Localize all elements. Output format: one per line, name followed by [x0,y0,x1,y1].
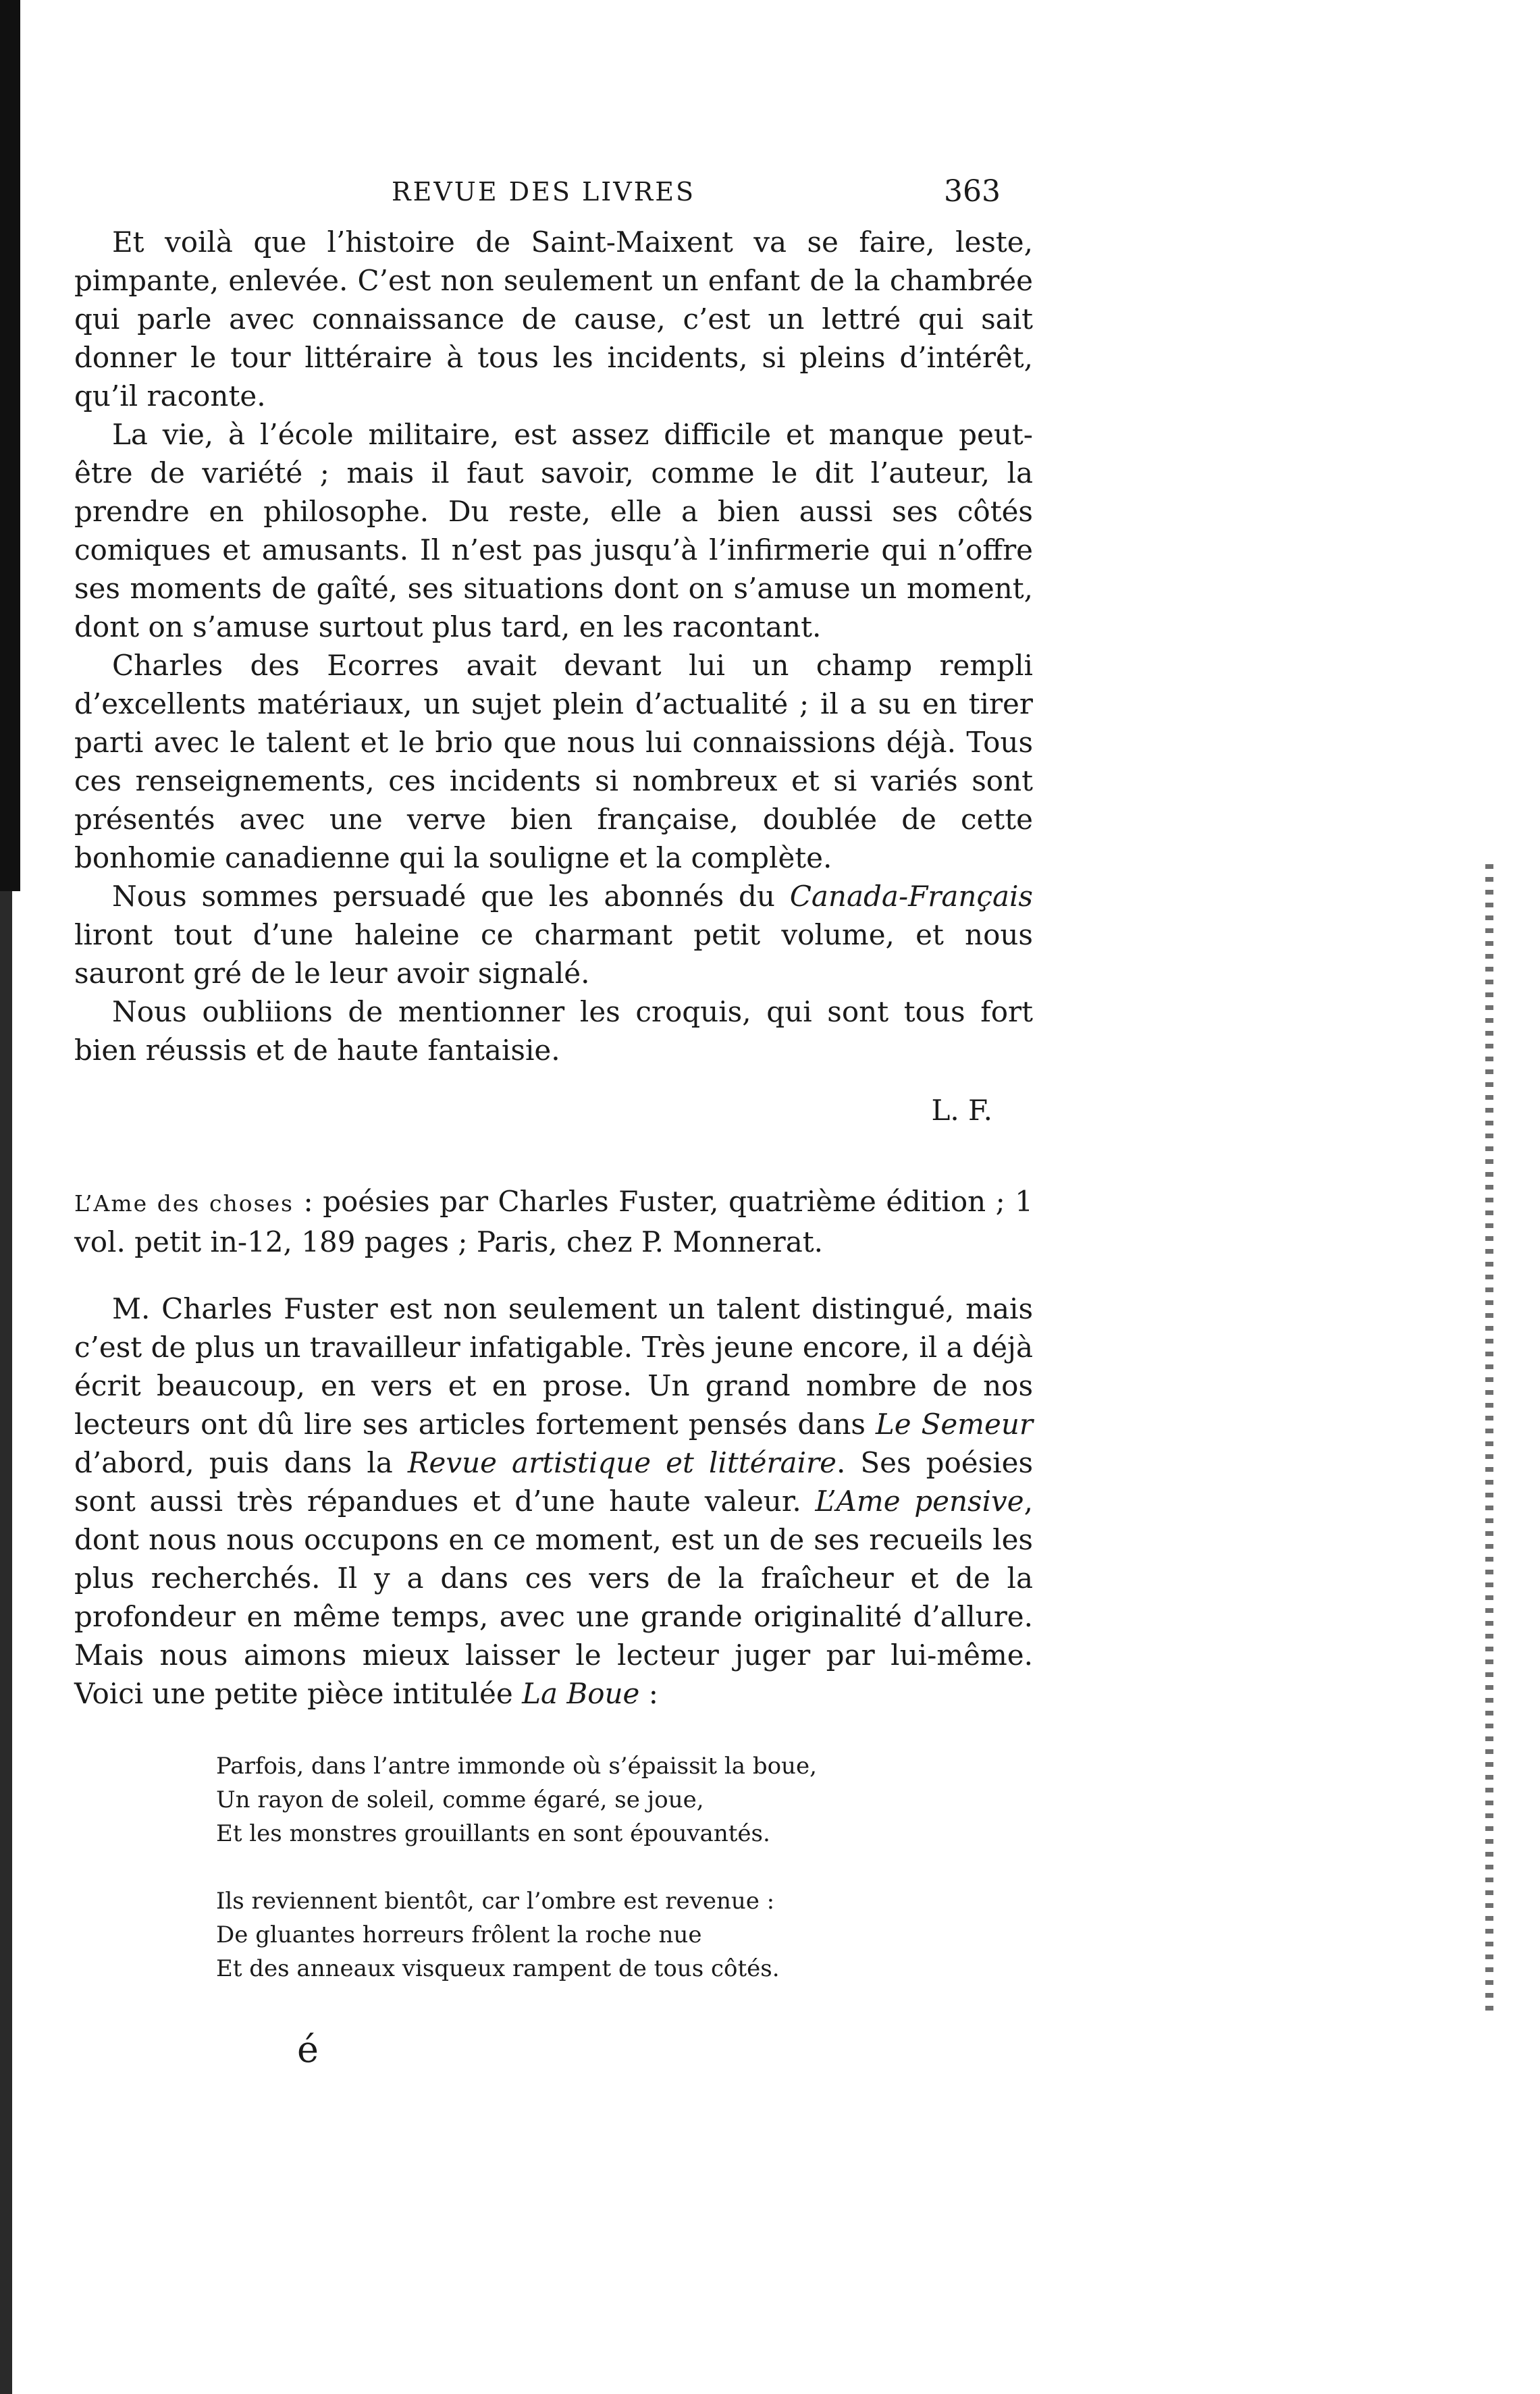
page-number: 363 [944,174,1001,209]
poem [216,1749,1033,1986]
text-column [74,223,1033,2019]
paragraph: La vie, à l’école militaire, est assez difficile et manque peut-être de variété ; mais il faut savoir, comme le dit l’auteur, la prendre en philosophe. Du reste, elle a bien aussi ses côtés comiques et amusants. Il n’est pas jusqu’à l’infirmerie qui n’offre ses moments de gaîté, ses situations dont on s’amuse un moment, dont on s’amuse surtout plus tard, en les racontant. [74,418,1033,643]
scan-edge-shadow [0,0,20,891]
stanza [216,1749,1033,1851]
book-title: L’Ame pensive [815,1485,1024,1518]
scan-edge-shadow-lower [0,891,12,2394]
text-run: , dont nous nous occupons en ce moment, est un de ses recueils les plus recherchés. Il y a dans ces vers de la fraîcheur et de la profondeur en même temps, avec une grande originalité d’allure. Mais nous aimons mieux laisser le lecteur juger par lui-même. Voici une petite pièce intitulée [74,1485,1033,1710]
running-title: REVUE DES LIVRES [392,177,696,207]
verse-line: Parfois, dans l’antre immonde où s’épaissit la boue, [216,1753,817,1780]
paragraph: Charles des Ecorres avait devant lui un champ rempli d’excellents matériaux, un sujet plein d’actualité ; il a su en tirer parti avec le talent et le brio que nous lui connaissions déjà. Tous ces renseignements, ces incidents si nombreux et si variés sont présentés avec une verve bien française, doublée de cette bonhomie canadienne qui la souligne et la complète. [74,649,1033,874]
book-title: L’Ame des choses [74,1190,294,1217]
journal-title: Canada-Français [789,880,1033,913]
journal-title: Revue artistique et littéraire [407,1446,837,1479]
signature: L. F. [931,1094,992,1127]
text-run: Nous sommes persuadé que les abonnés du [112,880,790,913]
paragraph [74,877,1033,992]
paragraph: Nous oubliions de mentionner les croquis, qui sont tous fort bien réussis et de haute fantaisie. [74,995,1033,1067]
text-run: M. Charles Fuster est non seulement un talent distingué, mais c’est de plus un travailleur infatigable. Très jeune encore, il a déjà écrit beaucoup, en vers et en prose. Un grand nombre de nos lecteurs ont dû lire ses articles fortement pensés dans [74,1292,1033,1441]
book-details: : poésies par Charles Fuster, quatrième édition ; 1 vol. petit in-12, 189 pages ; Paris, chez P. Monnerat. [74,1185,1034,1258]
journal-title: Le Semeur [875,1408,1033,1441]
verse-line: Et des anneaux visqueux rampent de tous côtés. [216,1955,780,1982]
verse-line: Et les monstres grouillants en sont épouvantés. [216,1820,770,1847]
paragraph: Et voilà que l’histoire de Saint-Maixent va se faire, leste, pimpante, enlevée. C’est non seulement un enfant de la chambrée qui parle avec connaissance de cause, c’est un lettré qui sait donner le tour littéraire à tous les incidents, si pleins d’intérêt, qu’il raconte. [74,225,1033,413]
review-heading [74,1182,1033,1261]
scan-edge-noise [1485,864,1493,2012]
text-run: . Ses poésies sont aussi très répandues et d’une haute valeur. [74,1446,1033,1518]
review-paragraph [74,1289,1033,1713]
stanza [216,1884,1033,1986]
verse-line: Un rayon de soleil, comme égaré, se joue, [216,1786,704,1813]
stray-mark: é [297,2028,319,2071]
verse-line: Ils reviennent bientôt, car l’ombre est revenue : [216,1888,775,1915]
text-run: liront tout d’une haleine ce charmant petit volume, et nous sauront gré de le leur avoir signalé. [74,918,1033,990]
text-run: : [639,1677,658,1710]
text-run: d’abord, puis dans la [74,1446,408,1479]
verse-line: De gluantes horreurs frôlent la roche nue [216,1921,702,1948]
running-head [0,174,1540,217]
poem-title: La Boue [522,1677,640,1710]
